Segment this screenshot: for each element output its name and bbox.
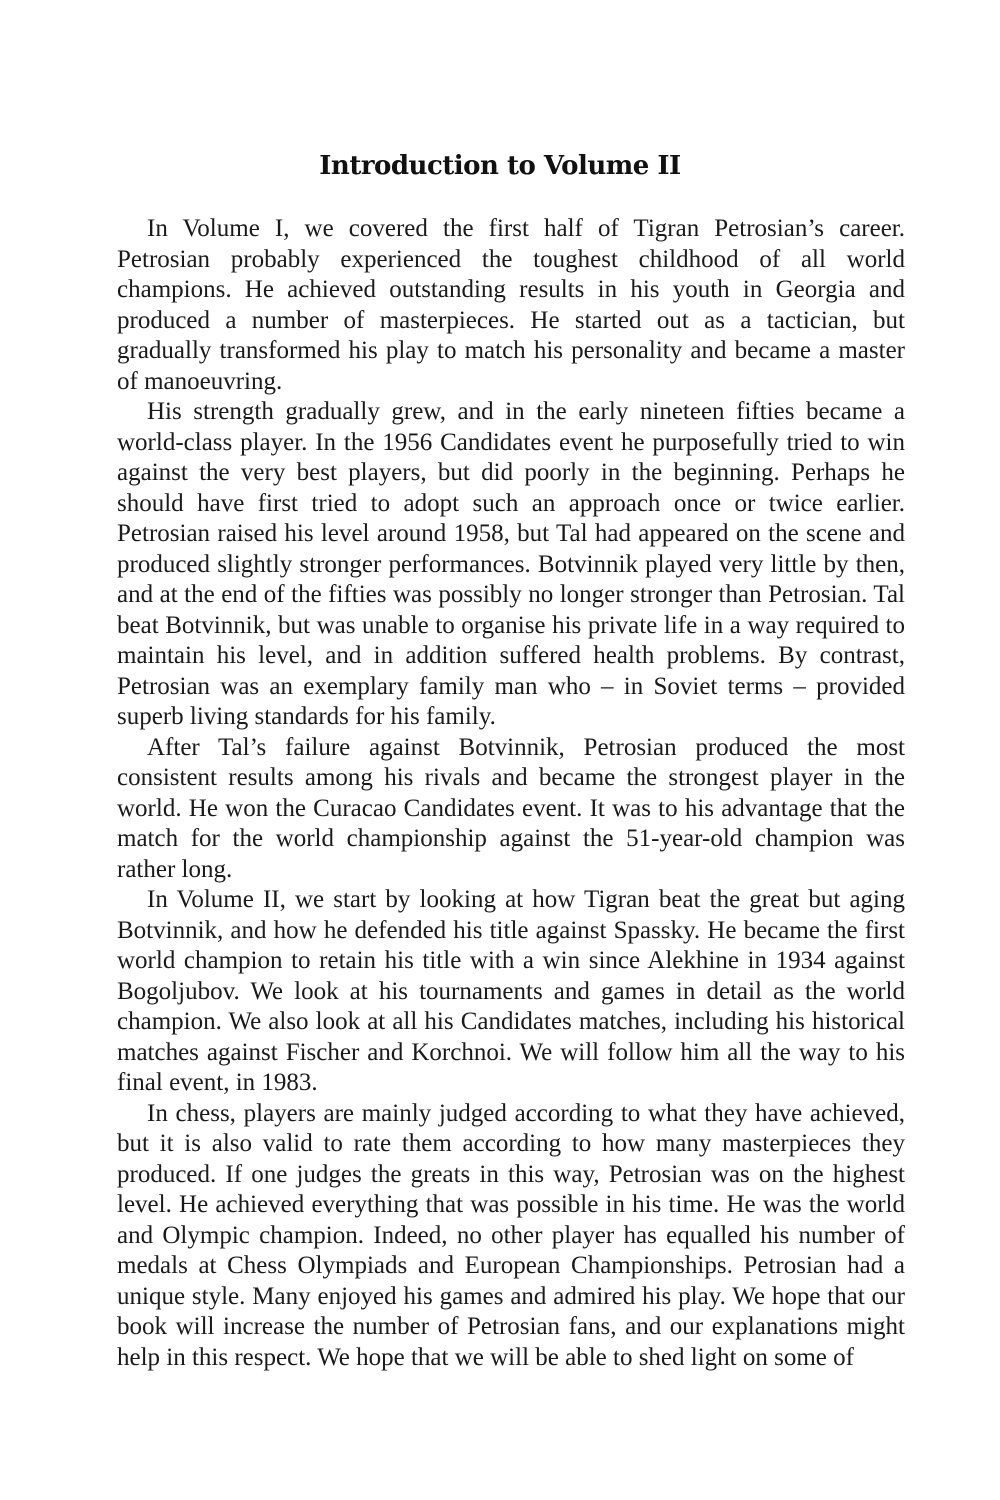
body-text (117, 214, 905, 1373)
paragraph: In Volume I, we covered the first half of Tigran Petrosian’s career. Petrosian probably experienced the toughest childhood of all world champions. He achieved outstanding results in his youth in Georgia and produced a number of masterpieces. He started out as a tactician, but gradually transformed his play to match his personality and became a master of manoeuvring. (117, 215, 905, 395)
page-title: Introduction to Volume II (319, 151, 681, 181)
paragraph: In Volume II, we start by looking at how Tigran beat the great but aging Botvinnik, and how he defended his title against Spassky. He became the first world champion to retain his title with a win since Alekhine in 1934 against Bogoljubov. We look at his tournaments and games in detail as the world champion. We also look at all his Candidates matches, including his historical matches against Fischer and Korchnoi. We will follow him all the way to his final event, in 1983. (117, 886, 905, 1096)
paragraph: After Tal’s failure against Botvinnik, Petrosian produced the most consistent results among his rivals and became the strongest player in the world. He won the Curacao Candidates event. It was to his advantage that the match for the world championship against the 51-year-old champion was rather long. (117, 733, 905, 883)
paragraph: His strength gradually grew, and in the early nineteen fifties became a world-class player. In the 1956 Candidates event he purposefully tried to win against the very best players, but did poorly in the beginning. Perhaps he should have first tried to adopt such an approach once or twice earlier. Petrosian raised his level around 1958, but Tal had appeared on the scene and produced slightly stronger performances. Botvinnik played very little by then, and at the end of the fifties was possibly no longer stronger than Petrosian. Tal beat Botvinnik, but was unable to organise his private life in a way required to maintain his level, and in addition suffered health problems. By contrast, Petrosian was an exemplary family man who – in Soviet terms – provided superb living standards for his family. (117, 398, 905, 730)
paragraph: In chess, players are mainly judged according to what they have achieved, but it is also valid to rate them according to how many masterpieces they produced. If one judges the greats in this way, Petrosian was on the highest level. He achieved everything that was possible in his time. He was the world and Olympic champion. Indeed, no other player has equalled his number of medals at Chess Olympiads and European Championships. Petrosian had a unique style. Many enjoyed his games and admired his play. We hope that our book will increase the number of Petrosian fans, and our explanations might help in this respect. We hope that we will be able to shed light on some of (117, 1099, 905, 1371)
